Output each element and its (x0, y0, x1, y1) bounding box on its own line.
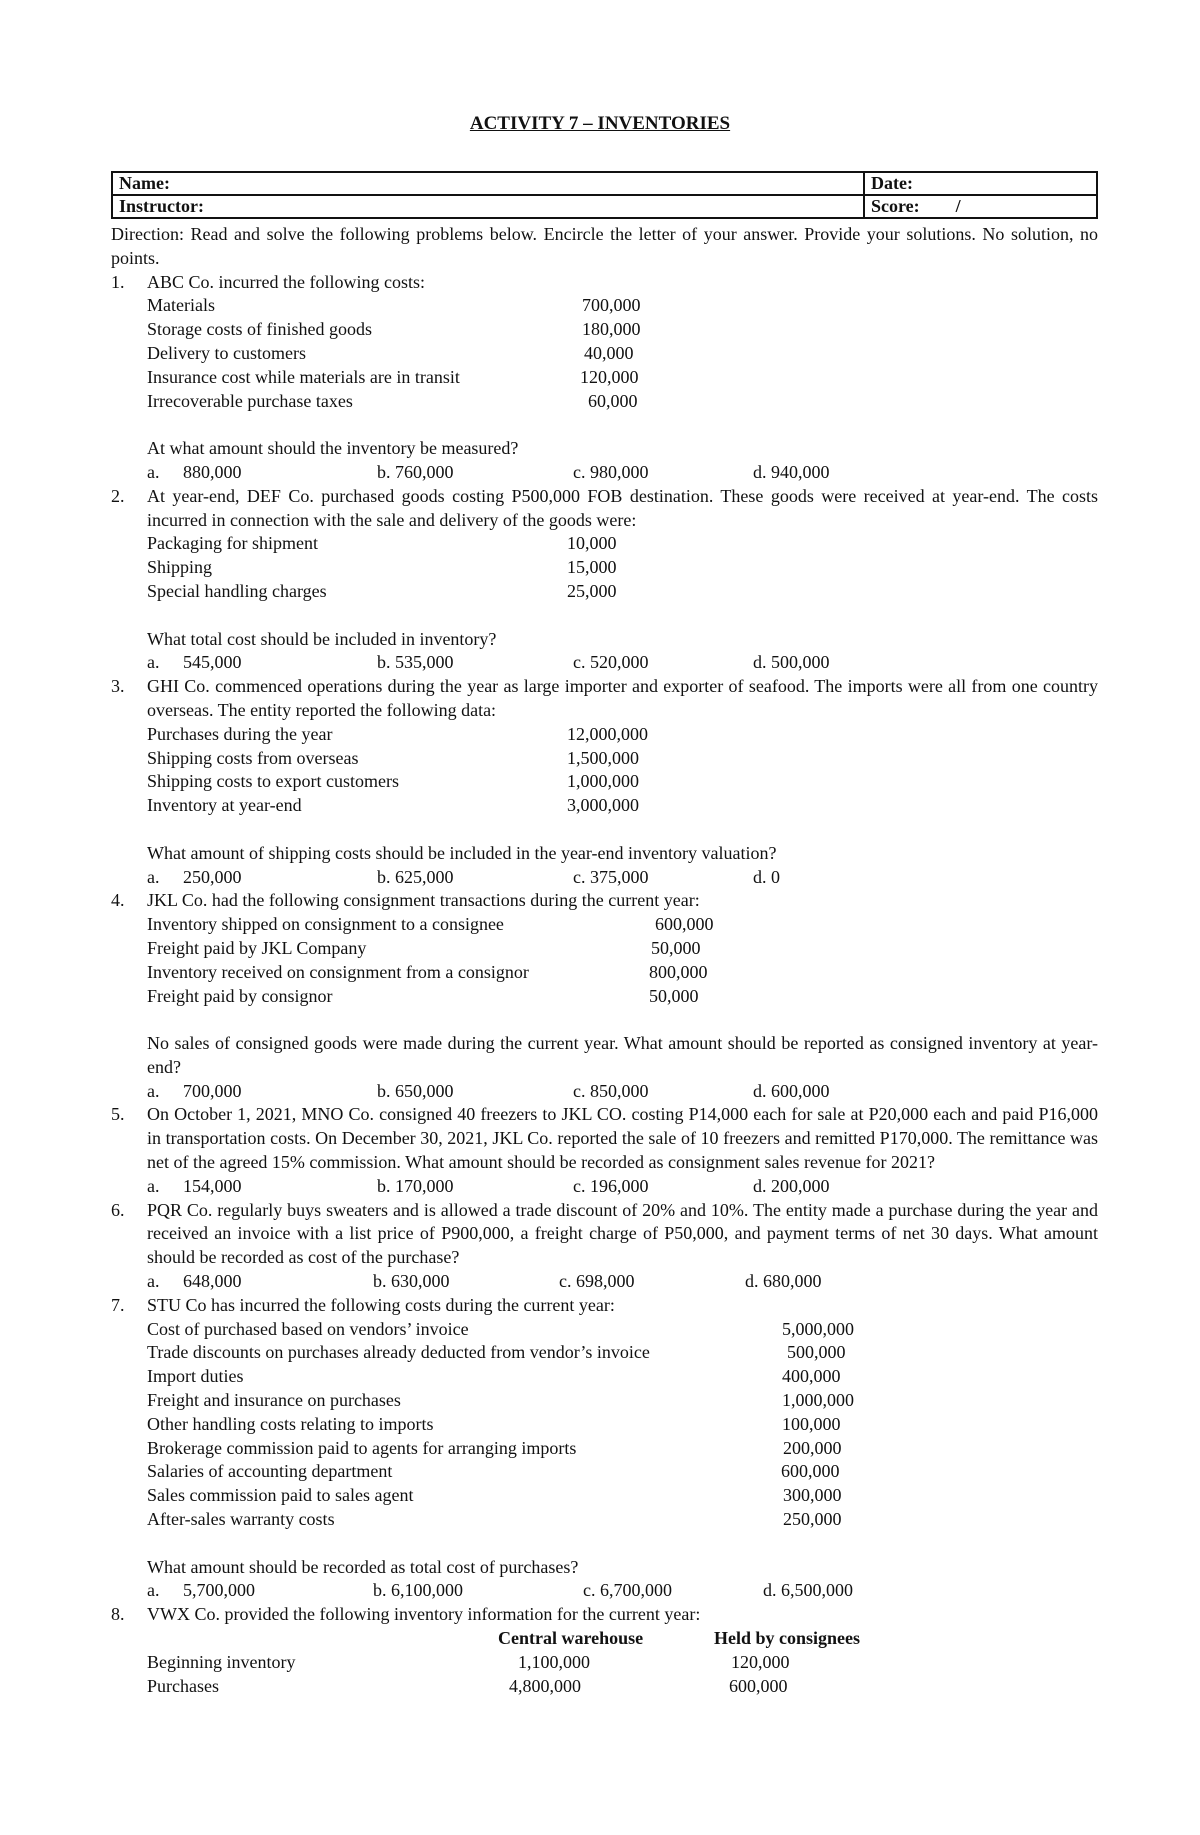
name-field[interactable]: Name: (112, 172, 864, 195)
question-3 (111, 675, 1098, 889)
date-field[interactable]: Date: (864, 172, 1097, 195)
choice-b[interactable]: b. 535,000 (377, 652, 454, 673)
choice-b[interactable]: b. 170,000 (377, 1175, 454, 1196)
instructor-field[interactable]: Instructor: (112, 195, 864, 218)
score-slash: / (955, 196, 961, 216)
choice-b[interactable]: b. 625,000 (377, 866, 454, 887)
question-number: 7. (111, 1294, 125, 1315)
page-title: ACTIVITY 7 – INVENTORIES (469, 113, 731, 134)
choice-a[interactable]: a. 545,000 (147, 652, 242, 673)
col-header-held-by-consignees: Held by consignees (714, 1628, 861, 1649)
cost-row: Inventory shipped on consignment to a consignee 600,000 (147, 914, 714, 935)
choice-d[interactable]: d. 600,000 (753, 1080, 830, 1101)
inventory-column-headers (147, 1627, 1098, 1651)
choice-c[interactable]: c. 375,000 (573, 866, 649, 887)
question-prompt: What amount should be recorded as total cost of purchases? (147, 1556, 579, 1577)
cost-row: Packaging for shipment 10,000 (147, 533, 617, 554)
score-label: Score: (871, 196, 920, 216)
choice-d[interactable]: d. 0 (753, 866, 780, 887)
choice-b[interactable]: b. 630,000 (373, 1271, 450, 1292)
cost-row: Shipping costs from overseas 1,500,000 (147, 747, 639, 768)
cost-row: Freight paid by JKL Company 50,000 (147, 937, 701, 958)
question-text: STU Co has incurred the following costs during the current year: (147, 1294, 615, 1315)
cost-row: Freight paid by consignor 50,000 (147, 985, 699, 1006)
cost-row: Special handling charges 25,000 (147, 580, 617, 601)
cost-row: Inventory received on consignment from a consignor 800,000 (147, 961, 708, 982)
question-text: GHI Co. commenced operations during the year as large importer and exporter of seafood. The imports were all from one country overseas. The entity reported the following data: (147, 676, 1098, 720)
question-number: 1. (111, 271, 125, 292)
answer-choices (147, 866, 1098, 890)
choice-d[interactable]: d. 500,000 (753, 652, 830, 673)
cost-row: Import duties 400,000 (147, 1366, 841, 1387)
question-7 (111, 1294, 1098, 1603)
cost-row: Shipping costs to export customers 1,000,000 (147, 771, 639, 792)
question-4 (111, 889, 1098, 1103)
cost-row: Freight and insurance on purchases 1,000,000 (147, 1390, 854, 1411)
cost-row: Irrecoverable purchase taxes 60,000 (147, 390, 638, 411)
cost-row: Brokerage commission paid to agents for arranging imports 200,000 (147, 1437, 842, 1458)
choice-c[interactable]: c. 196,000 (573, 1175, 649, 1196)
cost-row: Salaries of accounting department 600,000 (147, 1461, 840, 1482)
cost-row: Other handling costs relating to imports 100,000 (147, 1413, 841, 1434)
question-number: 6. (111, 1199, 125, 1220)
choice-c[interactable]: c. 698,000 (559, 1271, 635, 1292)
question-6 (111, 1199, 1098, 1294)
choice-c[interactable]: c. 850,000 (573, 1080, 649, 1101)
question-text: ABC Co. incurred the following costs: (147, 271, 425, 292)
cost-row: Materials 700,000 (147, 295, 641, 316)
choice-b[interactable]: b. 6,100,000 (373, 1580, 463, 1601)
cost-row: Storage costs of finished goods 180,000 (147, 319, 641, 340)
choice-b[interactable]: b. 650,000 (377, 1080, 454, 1101)
choice-a[interactable]: a. 880,000 (147, 461, 242, 482)
answer-choices (147, 1270, 1098, 1294)
choice-a[interactable]: a. 154,000 (147, 1175, 242, 1196)
question-number: 2. (111, 485, 125, 506)
choice-c[interactable]: c. 980,000 (573, 461, 649, 482)
cost-row: Inventory at year-end 3,000,000 (147, 795, 639, 816)
choice-c[interactable]: c. 6,700,000 (583, 1580, 672, 1601)
choice-d[interactable]: d. 6,500,000 (763, 1580, 853, 1601)
score-field[interactable] (864, 195, 1097, 218)
answer-choices (147, 1175, 1098, 1199)
question-prompt: What total cost should be included in inventory? (147, 628, 497, 649)
choice-d[interactable]: d. 680,000 (745, 1271, 822, 1292)
question-text: PQR Co. regularly buys sweaters and is allowed a trade discount of 20% and 10%. The entity made a purchase during the year and received an invoice with a list price of P900,000, a freight charge of P50,000, and payment terms of net 30 days. What amount should be recorded as cost of the purchase? (147, 1199, 1098, 1268)
question-text: On October 1, 2021, MNO Co. consigned 40 freezers to JKL CO. costing P14,000 each for sale at P20,000 each and paid P16,000 in transportation costs. On December 30, 2021, JKL Co. reported the sale of 10 freezers and remitted P170,000. The remittance was net of the agreed 15% commission. What amount should be recorded as consignment sales revenue for 2021? (147, 1104, 1098, 1173)
content (111, 223, 1098, 1698)
cost-row: Insurance cost while materials are in transit 120,000 (147, 366, 639, 387)
choice-d[interactable]: d. 940,000 (753, 461, 830, 482)
question-text: At year-end, DEF Co. purchased goods costing P500,000 FOB destination. These goods were received at year-end. The costs incurred in connection with the sale and delivery of the goods were: (147, 485, 1098, 530)
cost-row: Purchases during the year 12,000,000 (147, 723, 648, 744)
question-5 (111, 1103, 1098, 1198)
inventory-row: Purchases 4,800,000 600,000 (147, 1675, 788, 1696)
choice-a[interactable]: a. 5,700,000 (147, 1580, 255, 1601)
question-text: JKL Co. had the following consignment transactions during the current year: (147, 890, 700, 911)
answer-choices (147, 651, 1098, 675)
cost-row: Sales commission paid to sales agent 300,000 (147, 1485, 842, 1506)
question-prompt: No sales of consigned goods were made during the current year. What amount should be reported as consigned inventory at year-end? (147, 1033, 1098, 1077)
cost-row: Delivery to customers 40,000 (147, 342, 634, 363)
question-number: 3. (111, 676, 125, 697)
cost-row: Shipping 15,000 (147, 557, 617, 578)
question-1 (111, 271, 1098, 485)
question-number: 8. (111, 1604, 125, 1625)
cost-row: Trade discounts on purchases already deducted from vendor’s invoice 500,000 (147, 1342, 846, 1363)
cost-row: Cost of purchased based on vendors’ invoice 5,000,000 (147, 1318, 854, 1339)
question-prompt: At what amount should the inventory be measured? (147, 438, 519, 459)
question-8 (111, 1603, 1098, 1698)
question-number: 4. (111, 890, 125, 911)
answer-choices (147, 1080, 1098, 1104)
question-prompt: What amount of shipping costs should be included in the year-end inventory valuation? (147, 842, 777, 863)
choice-a[interactable]: a. 700,000 (147, 1080, 242, 1101)
answer-choices (147, 461, 1098, 485)
choice-a[interactable]: a. 250,000 (147, 866, 242, 887)
choice-c[interactable]: c. 520,000 (573, 652, 649, 673)
col-header-central-warehouse: Central warehouse (498, 1628, 644, 1649)
question-number: 5. (111, 1104, 125, 1125)
choice-a[interactable]: a. 648,000 (147, 1271, 242, 1292)
cost-row: After-sales warranty costs 250,000 (147, 1509, 842, 1530)
inventory-row: Beginning inventory 1,100,000 120,000 (147, 1651, 790, 1672)
question-text: VWX Co. provided the following inventory information for the current year: (147, 1604, 701, 1625)
question-2 (111, 485, 1098, 675)
student-info-table (111, 171, 1098, 219)
choice-d[interactable]: d. 200,000 (753, 1175, 830, 1196)
answer-choices (147, 1579, 1098, 1603)
choice-b[interactable]: b. 760,000 (377, 461, 454, 482)
direction-text: Direction: Read and solve the following problems below. Encircle the letter of your answer. Provide your solutions. No solution, no points. (111, 224, 1098, 268)
